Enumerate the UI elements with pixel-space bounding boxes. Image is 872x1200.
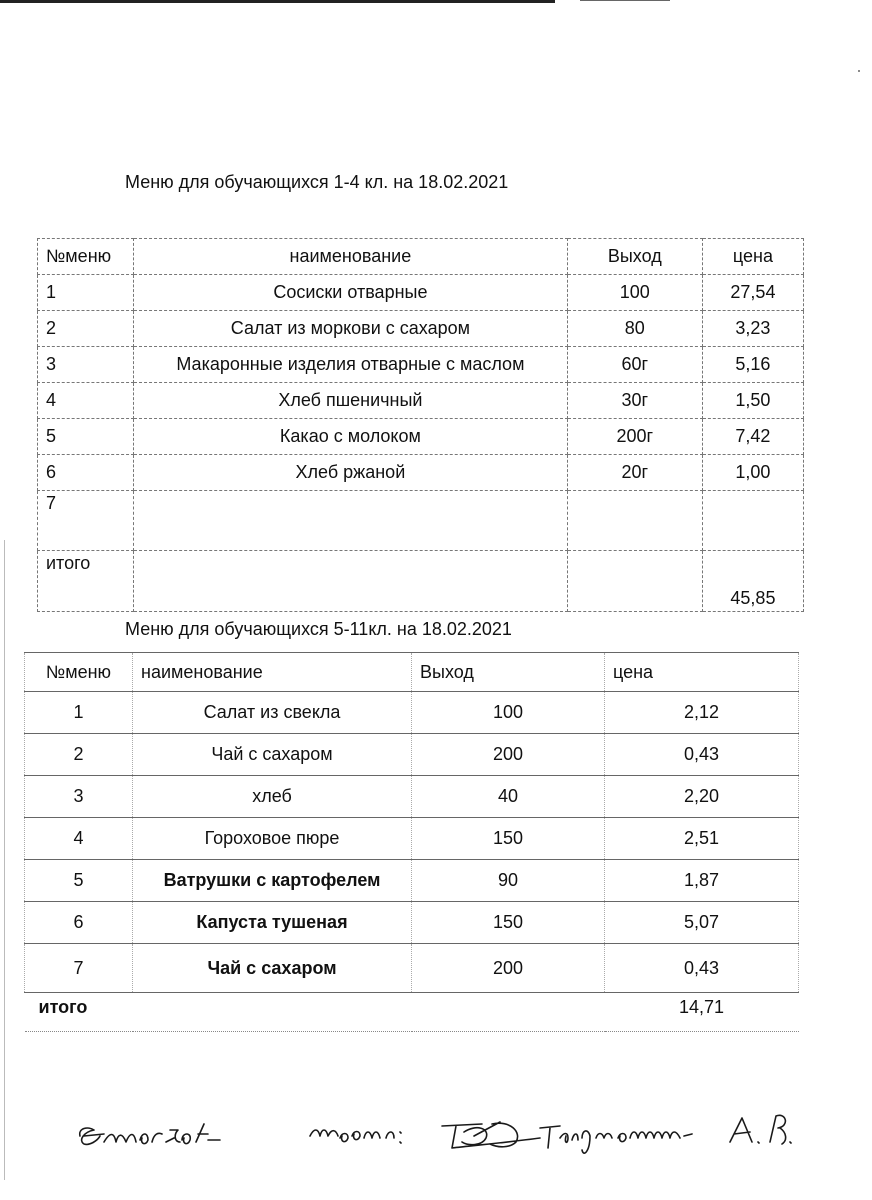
cell-num: 6 — [38, 455, 134, 491]
cell-name: Чай с сахаром — [133, 944, 412, 993]
cell-name: Ватрушки с картофелем — [133, 860, 412, 902]
table-row — [25, 776, 799, 818]
cell-num: 7 — [38, 491, 134, 551]
cell-name: Гороховое пюре — [133, 818, 412, 860]
cell-price: 2,12 — [605, 692, 799, 734]
cell-yield: 20г — [567, 455, 702, 491]
header-price: цена — [702, 239, 803, 275]
table-row — [38, 347, 804, 383]
cell-name: Какао с молоком — [134, 419, 568, 455]
cell-name: Макаронные изделия отварные с маслом — [134, 347, 568, 383]
cell-yield: 200 — [412, 734, 605, 776]
cell-num: 5 — [25, 860, 133, 902]
header-num: №меню — [38, 239, 134, 275]
cell-name: хлеб — [133, 776, 412, 818]
cell-price: 2,20 — [605, 776, 799, 818]
menu-table-1-4 — [37, 238, 804, 612]
table-row — [25, 860, 799, 902]
cell-yield: 100 — [412, 692, 605, 734]
cell-name: Хлеб пшеничный — [134, 383, 568, 419]
total-value: 14,71 — [605, 993, 799, 1032]
table-row — [25, 818, 799, 860]
cell-price: 0,43 — [605, 734, 799, 776]
cell-yield: 60г — [567, 347, 702, 383]
cell-name: Сосиски отварные — [134, 275, 568, 311]
cell-num: 2 — [25, 734, 133, 776]
cell-price: 3,23 — [702, 311, 803, 347]
table-header-row — [38, 239, 804, 275]
table-row — [38, 311, 804, 347]
cell-num: 4 — [25, 818, 133, 860]
table-row — [25, 692, 799, 734]
cell-name: Капуста тушеная — [133, 902, 412, 944]
cell-num: 2 — [38, 311, 134, 347]
cell-price: 2,51 — [605, 818, 799, 860]
header-num: №меню — [25, 653, 133, 692]
menu-table-5-11 — [24, 652, 799, 1032]
cell-num: 3 — [38, 347, 134, 383]
cell-yield: 150 — [412, 818, 605, 860]
header-price: цена — [605, 653, 799, 692]
cell-name: Хлеб ржаной — [134, 455, 568, 491]
header-yield: Выход — [567, 239, 702, 275]
cell-yield — [567, 491, 702, 551]
cell-num: 3 — [25, 776, 133, 818]
total-row — [25, 993, 799, 1032]
cell-yield: 200г — [567, 419, 702, 455]
table-row — [38, 383, 804, 419]
cell-yield: 30г — [567, 383, 702, 419]
table-row — [38, 491, 804, 551]
header-name: наименование — [134, 239, 568, 275]
scan-edge-line — [4, 540, 5, 1180]
cell-num: 1 — [38, 275, 134, 311]
director-signature — [70, 1098, 840, 1168]
cell-yield: 150 — [412, 902, 605, 944]
cell-price: 7,42 — [702, 419, 803, 455]
cell-name — [134, 491, 568, 551]
cell-price — [702, 491, 803, 551]
total-label: итого — [38, 551, 134, 612]
cell-empty — [133, 993, 412, 1032]
cell-empty — [567, 551, 702, 612]
menu-title-5-11: Меню для обучающихся 5-11кл. на 18.02.2021 — [125, 619, 512, 639]
table-row — [25, 944, 799, 993]
cell-yield: 80 — [567, 311, 702, 347]
header-yield: Выход — [412, 653, 605, 692]
total-value: 45,85 — [702, 551, 803, 612]
table-row — [38, 419, 804, 455]
cell-empty — [412, 993, 605, 1032]
cell-yield: 100 — [567, 275, 702, 311]
cell-num: 7 — [25, 944, 133, 993]
cell-name: Чай с сахаром — [133, 734, 412, 776]
scan-edge-line — [580, 0, 670, 1]
cell-price: 1,87 — [605, 860, 799, 902]
cell-num: 4 — [38, 383, 134, 419]
cell-price: 1,00 — [702, 455, 803, 491]
cell-yield: 40 — [412, 776, 605, 818]
cell-name: Салат из моркови с сахаром — [134, 311, 568, 347]
cell-price: 27,54 — [702, 275, 803, 311]
cell-num: 5 — [38, 419, 134, 455]
cell-yield: 90 — [412, 860, 605, 902]
table-row — [25, 734, 799, 776]
table-row — [25, 902, 799, 944]
menu-title-1-4: Меню для обучающихся 1-4 кл. на 18.02.2021 — [125, 172, 509, 192]
scan-speck — [858, 70, 860, 72]
scan-edge-line — [0, 0, 555, 3]
table-row — [38, 455, 804, 491]
cell-price: 0,43 — [605, 944, 799, 993]
table-header-row — [25, 653, 799, 692]
cell-empty — [134, 551, 568, 612]
cell-num: 6 — [25, 902, 133, 944]
header-name: наименование — [133, 653, 412, 692]
cell-price: 5,16 — [702, 347, 803, 383]
table-row — [38, 275, 804, 311]
cell-price: 1,50 — [702, 383, 803, 419]
cell-yield: 200 — [412, 944, 605, 993]
cell-name: Салат из свекла — [133, 692, 412, 734]
total-row — [38, 551, 804, 612]
cell-price: 5,07 — [605, 902, 799, 944]
total-label: итого — [25, 993, 133, 1032]
cell-num: 1 — [25, 692, 133, 734]
